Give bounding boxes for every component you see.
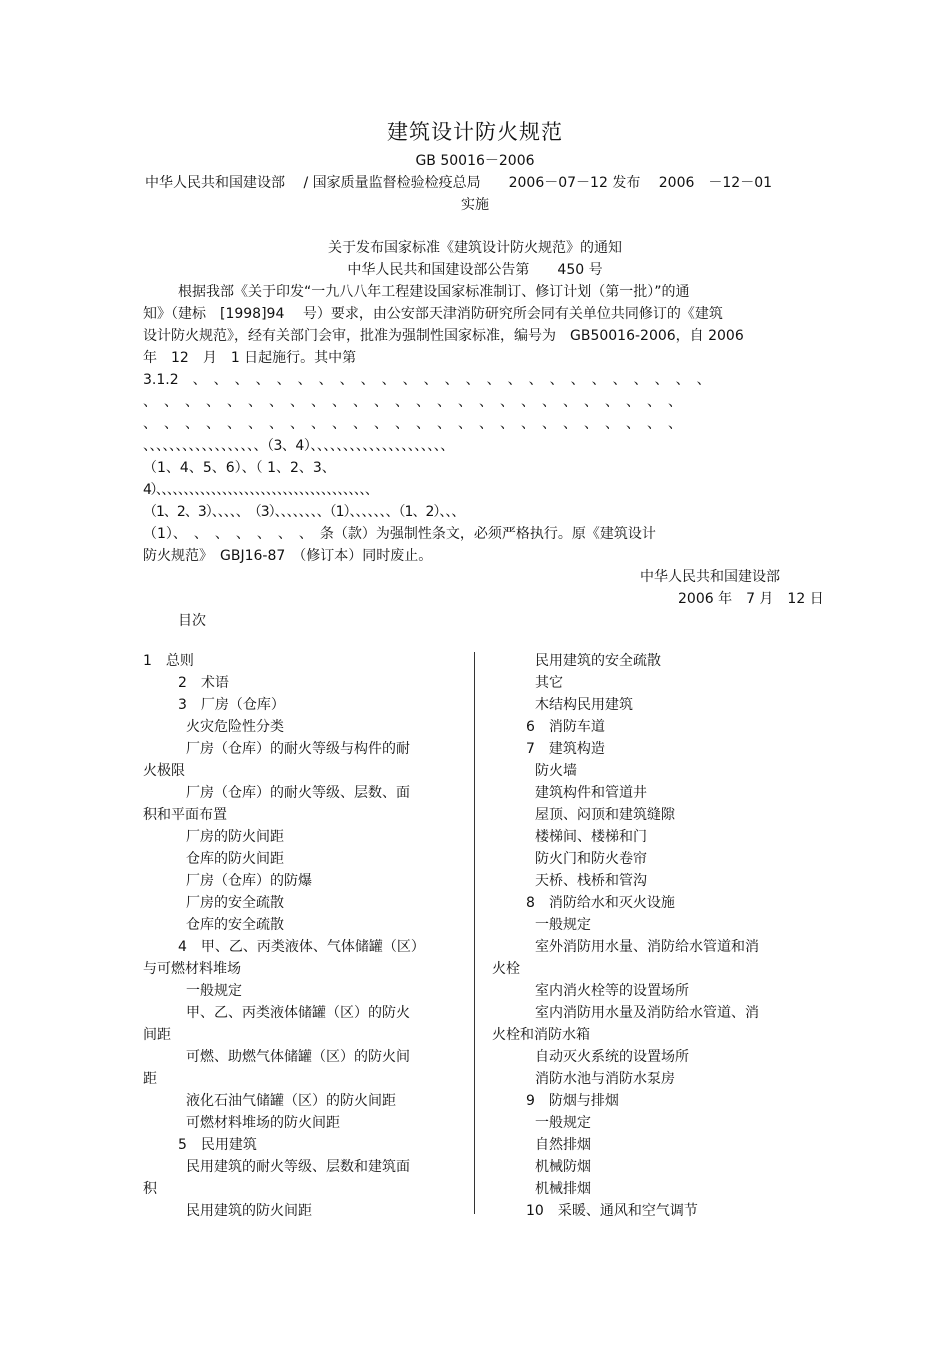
toc-entry[interactable]: 9 防烟与排烟 xyxy=(526,1093,619,1109)
toc-entry[interactable]: 防火墙 xyxy=(535,763,577,779)
toc-entry[interactable]: 机械防烟 xyxy=(535,1159,591,1175)
toc-entry[interactable]: 民用建筑的安全疏散 xyxy=(535,653,661,669)
issuers-line-continued: 实施 xyxy=(461,197,489,213)
standard-code: GB 50016－2006 xyxy=(415,153,535,169)
toc-entry[interactable]: 木结构民用建筑 xyxy=(535,697,633,713)
toc-entry[interactable]: 民用建筑的耐火等级、层数和建筑面 xyxy=(186,1159,410,1175)
notice-title: 关于发布国家标准《建筑设计防火规范》的通知 xyxy=(328,240,622,256)
toc-entry[interactable]: 厂房（仓库）的防爆 xyxy=(186,873,312,889)
toc-entry[interactable]: 屋顶、闷顶和建筑缝隙 xyxy=(535,807,675,823)
toc-entry[interactable]: 民用建筑的防火间距 xyxy=(186,1203,312,1219)
toc-entry-continued: 积和平面布置 xyxy=(143,807,227,823)
toc-entry[interactable]: 室外消防用水量、消防给水管道和消 xyxy=(535,939,759,955)
toc-entry[interactable]: 液化石油气储罐（区）的防火间距 xyxy=(186,1093,396,1109)
toc-entry-continued: 积 xyxy=(143,1181,157,1197)
toc-heading: 目次 xyxy=(178,613,206,629)
notice-paragraph-line: （1、4、5、6）、（ 1、2、3、 xyxy=(143,460,336,476)
notice-paragraph-line: 4）、、、、、、、、、、、、、、、、、、、、、、、、、、、、、、、、、、、、、、、 xyxy=(143,482,378,498)
notice-paragraph-line: 根据我部《关于印发“一九八八年工程建设国家标准制订、修订计划（第一批）”的通 xyxy=(178,284,690,300)
notice-paragraph-line: 防火规范》 GBJ16-87 （修订本）同时废止。 xyxy=(143,548,433,564)
notice-paragraph-line: 3.1.2 、 、 、 、 、 、 、 、 、 、 、 、 、 、 、 、 、 、 、 、 、 、 、 、 、 xyxy=(143,372,711,388)
notice-paragraph-line: 知》（建标 [1998]94 号）要求，由公安部天津消防研究所会同有关单位共同修订的《建筑 xyxy=(143,306,723,322)
toc-entry[interactable]: 一般规定 xyxy=(186,983,242,999)
notice-paragraph-line: （1）、 、 、 、 、 、 、 条（款）为强制性条文，必须严格执行。原《建筑设计 xyxy=(143,526,656,542)
toc-entry[interactable]: 机械排烟 xyxy=(535,1181,591,1197)
toc-entry[interactable]: 消防水池与消防水泵房 xyxy=(535,1071,675,1087)
toc-entry[interactable]: 其它 xyxy=(535,675,563,691)
toc-entry[interactable]: 5 民用建筑 xyxy=(178,1137,257,1153)
toc-entry[interactable]: 防火门和防火卷帘 xyxy=(535,851,647,867)
toc-entry[interactable]: 厂房（仓库）的耐火等级与构件的耐 xyxy=(186,741,410,757)
toc-entry[interactable]: 1 总则 xyxy=(143,653,194,669)
toc-entry[interactable]: 天桥、栈桥和管沟 xyxy=(535,873,647,889)
toc-entry[interactable]: 室内消防用水量及消防给水管道、消 xyxy=(535,1005,759,1021)
document-title: 建筑设计防火规范 xyxy=(387,120,563,144)
toc-entry[interactable]: 7 建筑构造 xyxy=(526,741,605,757)
toc-entry[interactable]: 4 甲、乙、丙类液体、气体储罐（区） xyxy=(178,939,425,955)
toc-entry[interactable]: 一般规定 xyxy=(535,1115,591,1131)
notice-paragraph-line: 、、、、、、、、、、、、、、、、、、（3、4）、、、、、、、、、、、、、、、、、、、、、 xyxy=(143,438,454,454)
toc-entry[interactable]: 10 采暖、通风和空气调节 xyxy=(526,1203,698,1219)
toc-entry[interactable]: 厂房的防火间距 xyxy=(186,829,284,845)
toc-entry[interactable]: 一般规定 xyxy=(535,917,591,933)
toc-entry-continued: 火栓 xyxy=(492,961,520,977)
toc-column-divider xyxy=(474,652,475,1214)
toc-entry[interactable]: 3 厂房（仓库） xyxy=(178,697,285,713)
toc-entry[interactable]: 建筑构件和管道井 xyxy=(535,785,647,801)
toc-entry-continued: 与可燃材料堆场 xyxy=(143,961,241,977)
toc-entry[interactable]: 仓库的安全疏散 xyxy=(186,917,284,933)
toc-entry[interactable]: 室内消火栓等的设置场所 xyxy=(535,983,689,999)
toc-entry[interactable]: 2 术语 xyxy=(178,675,229,691)
notice-paragraph-line: 年 12 月 1 日起施行。其中第 xyxy=(143,350,357,366)
toc-entry[interactable]: 6 消防车道 xyxy=(526,719,605,735)
toc-entry[interactable]: 自然排烟 xyxy=(535,1137,591,1153)
toc-entry-continued: 距 xyxy=(143,1071,157,1087)
toc-entry-continued: 火栓和消防水箱 xyxy=(492,1027,590,1043)
notice-paragraph-line: 、 、 、 、 、 、 、 、 、 、 、 、 、 、 、 、 、 、 、 、 、 、 、 、 、 、 xyxy=(143,394,682,410)
toc-entry-continued: 间距 xyxy=(143,1027,171,1043)
toc-entry[interactable]: 可燃材料堆场的防火间距 xyxy=(186,1115,340,1131)
toc-entry[interactable]: 可燃、助燃气体储罐（区）的防火间 xyxy=(186,1049,410,1065)
toc-entry[interactable]: 甲、乙、丙类液体储罐（区）的防火 xyxy=(186,1005,410,1021)
toc-entry[interactable]: 8 消防给水和灭火设施 xyxy=(526,895,675,911)
notice-paragraph-line: （1、2、3）、、、、、 （3）、、、、、、、、（1）、、、、、、、（1、2）、、、 xyxy=(143,504,465,520)
notice-subtitle: 中华人民共和国建设部公告第 450 号 xyxy=(347,262,603,278)
toc-entry[interactable]: 厂房（仓库）的耐火等级、层数、面 xyxy=(186,785,410,801)
issuers-line: 中华人民共和国建设部 / 国家质量监督检验检疫总局 2006－07－12 发布 2006 －12－01 xyxy=(145,175,773,191)
toc-entry[interactable]: 厂房的安全疏散 xyxy=(186,895,284,911)
toc-entry[interactable]: 楼梯间、楼梯和门 xyxy=(535,829,647,845)
toc-entry-continued: 火极限 xyxy=(143,763,185,779)
notice-date: 2006 年 7 月 12 日 xyxy=(678,591,824,607)
toc-entry[interactable]: 仓库的防火间距 xyxy=(186,851,284,867)
notice-paragraph-line: 、 、 、 、 、 、 、 、 、 、 、 、 、 、 、 、 、 、 、 、 、 、 、 、 、 、 xyxy=(143,416,682,432)
notice-paragraph-line: 设计防火规范》，经有关部门会审，批准为强制性国家标准，编号为 GB50016-2006，自 2006 xyxy=(143,328,744,344)
toc-entry[interactable]: 自动灭火系统的设置场所 xyxy=(535,1049,689,1065)
notice-signature: 中华人民共和国建设部 xyxy=(640,569,780,585)
toc-entry[interactable]: 火灾危险性分类 xyxy=(186,719,284,735)
